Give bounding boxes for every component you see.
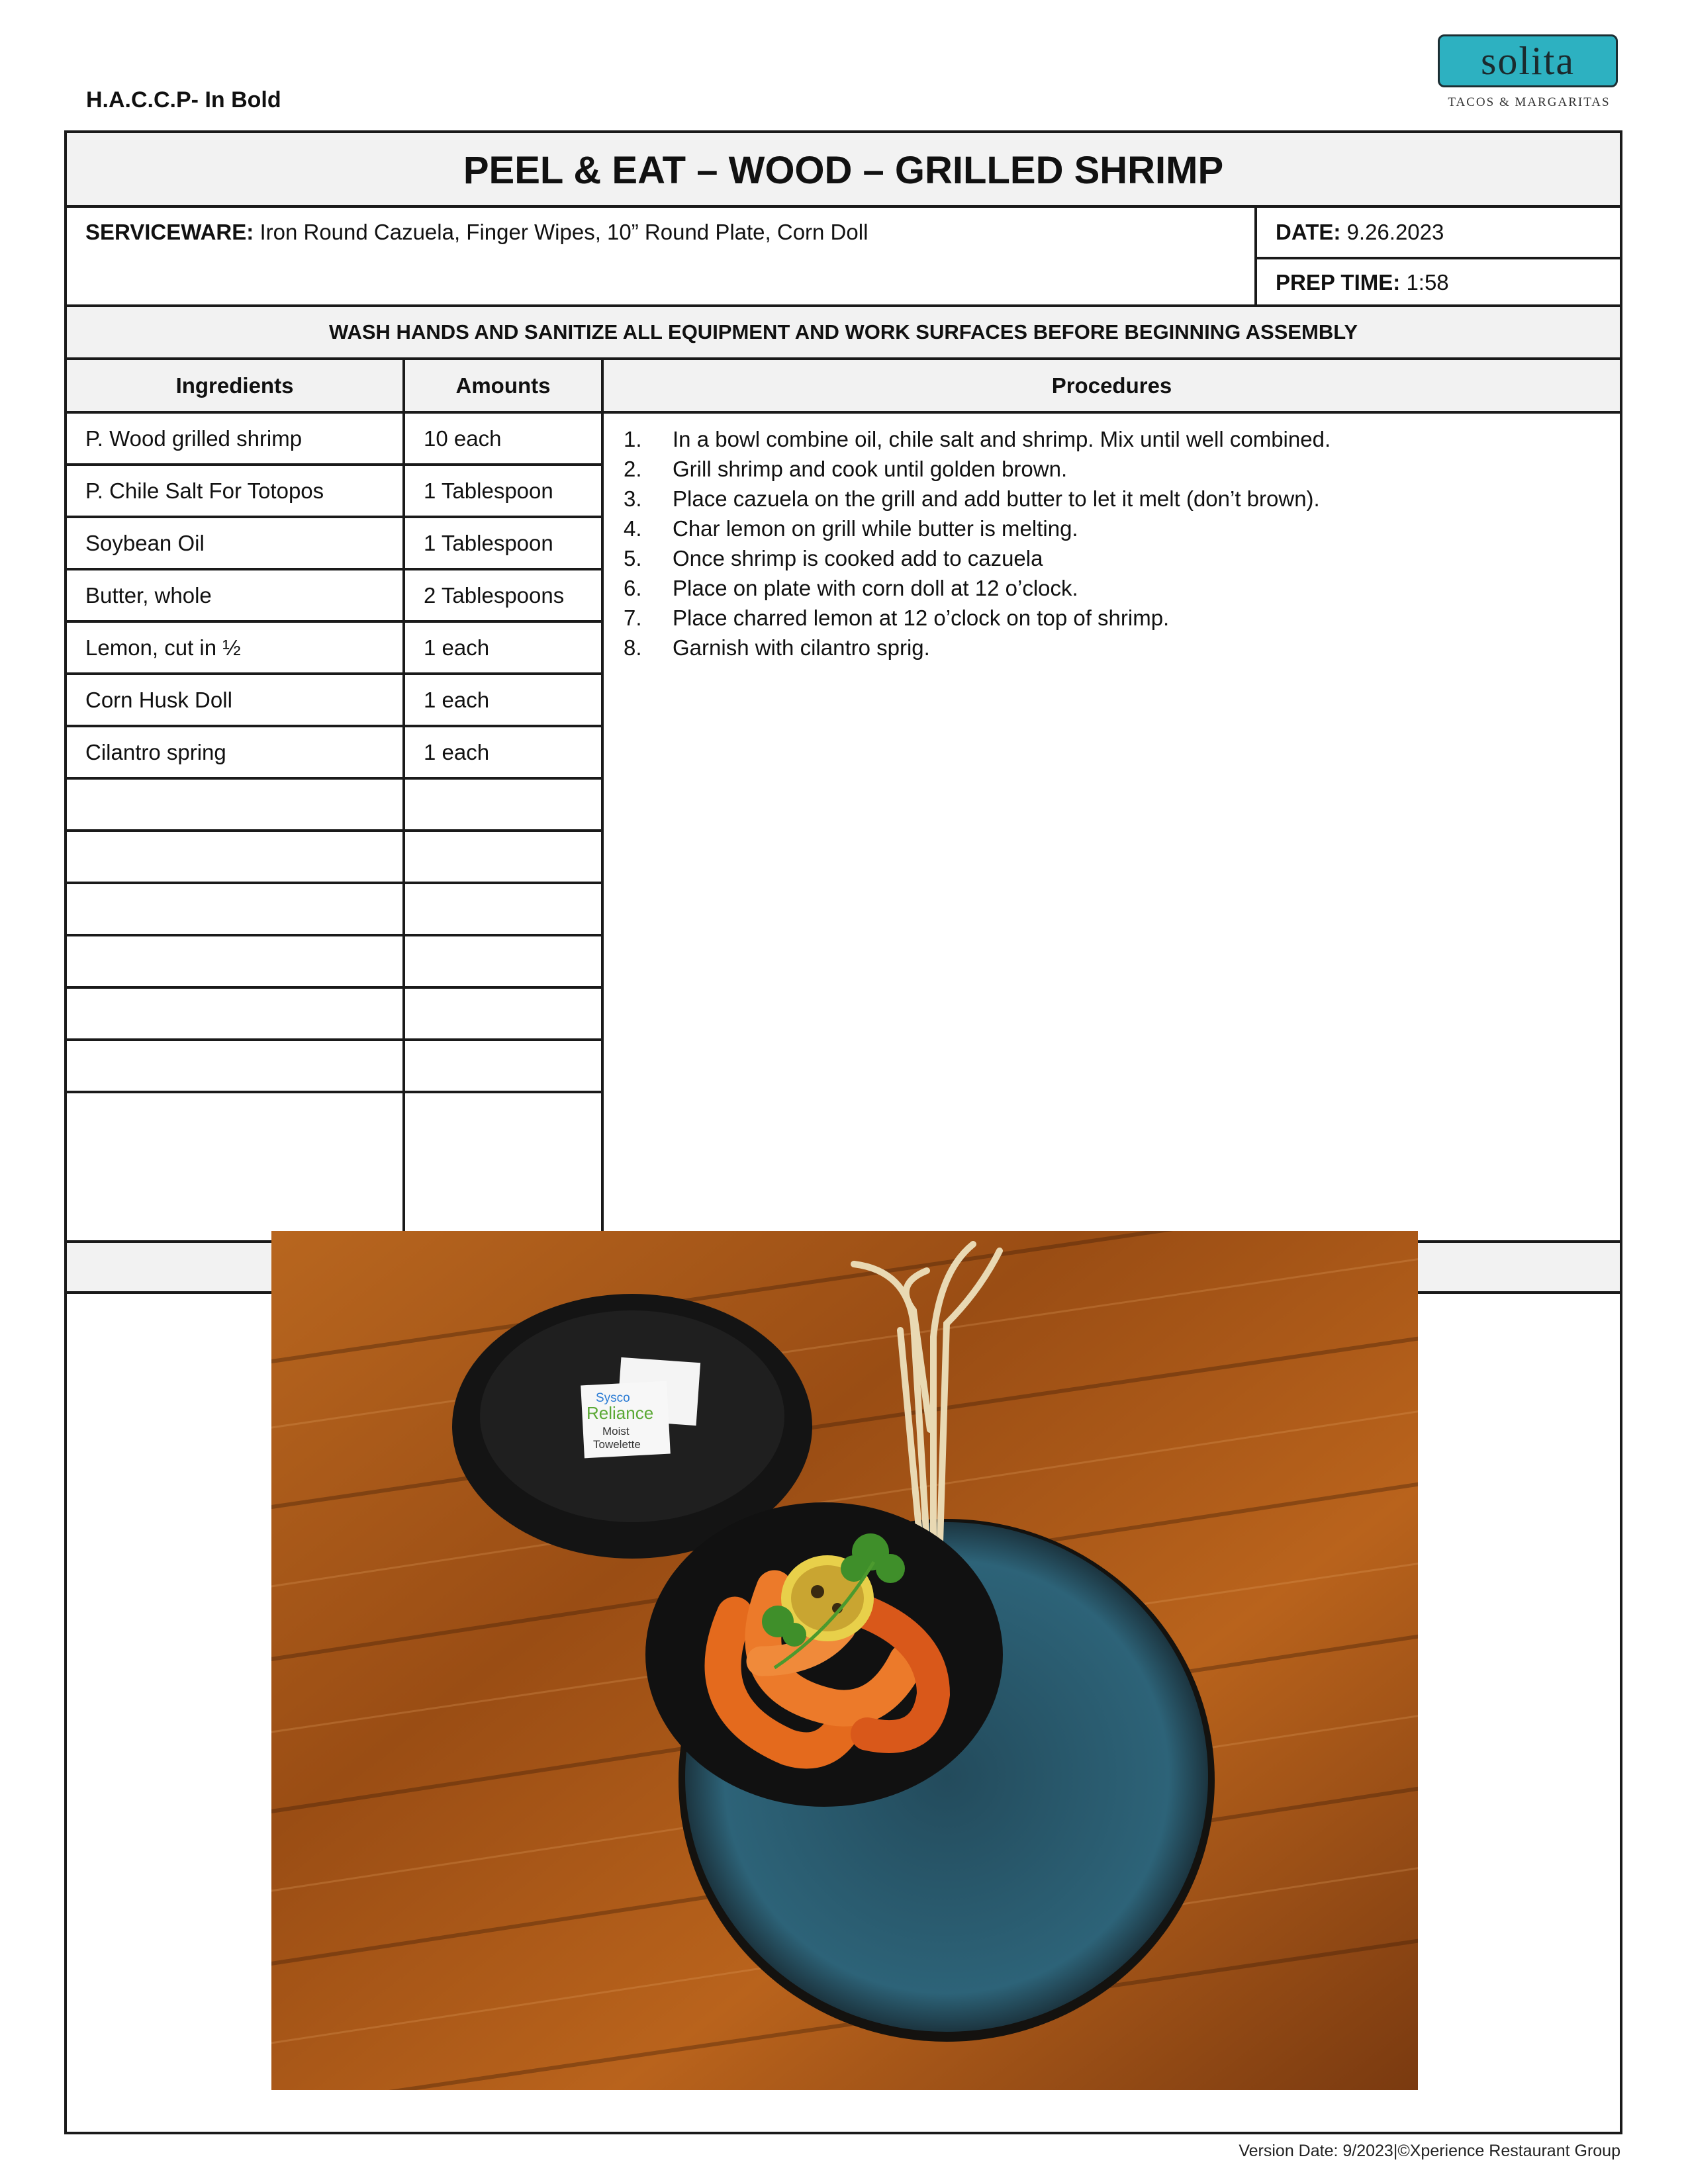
logo-wordmark: solita bbox=[1481, 39, 1575, 83]
procedure-step: 5. Once shrimp is cooked add to cazuela bbox=[624, 546, 1043, 570]
procedure-step: 4. Char lemon on grill while butter is melting. bbox=[624, 516, 1078, 541]
procedure-step: 6. Place on plate with corn doll at 12 o’clock. bbox=[624, 576, 1078, 600]
procedure-step: 2. Grill shrimp and cook until golden brown. bbox=[624, 457, 1068, 481]
serviceware-field bbox=[67, 208, 1254, 304]
ingredient-amount-cell bbox=[405, 936, 601, 986]
brand-logo bbox=[1436, 32, 1622, 114]
prep-time-label: PREP TIME: bbox=[1276, 270, 1401, 295]
ingredient-name-cell: Cilantro spring bbox=[85, 739, 226, 764]
ingredient-amount-cell: 1 Tablespoon bbox=[424, 530, 553, 555]
ingredient-name-cell bbox=[67, 1041, 402, 1091]
ingredient-amount-cell bbox=[405, 832, 601, 882]
ingredient-name-cell: P. Wood grilled shrimp bbox=[85, 426, 303, 451]
recipe-title: PEEL & EAT – WOOD – GRILLED SHRIMP bbox=[67, 133, 1620, 208]
ingredient-amount-cell bbox=[405, 1093, 601, 1143]
date-label: DATE: bbox=[1276, 220, 1341, 244]
ingredient-name-cell bbox=[67, 936, 402, 986]
prep-time-value: 1:58 bbox=[1406, 270, 1449, 295]
wash-hands-notice: WASH HANDS AND SANITIZE ALL EQUIPMENT AND WORK SURFACES BEFORE BEGINNING ASSEMBLY bbox=[67, 307, 1620, 357]
svg-text:Reliance: Reliance bbox=[586, 1403, 654, 1423]
ingredient-name-cell: Soybean Oil bbox=[85, 530, 205, 555]
ingredient-amount-cell: 10 each bbox=[424, 426, 502, 451]
dish-photo bbox=[271, 1231, 1418, 2090]
ingredient-name-cell bbox=[67, 780, 402, 829]
version-footer: Version Date: 9/2023|©Xperience Restaurant Group bbox=[1239, 2142, 1620, 2160]
ingredient-amount-cell: 1 Tablespoon bbox=[424, 478, 553, 503]
procedures-list bbox=[604, 414, 1620, 1240]
prep-time-field bbox=[1257, 259, 1620, 304]
haccp-note: H.A.C.C.P- In Bold bbox=[86, 87, 281, 113]
procedure-step: 7. Place charred lemon at 12 o’clock on top of shrimp. bbox=[624, 606, 1170, 630]
procedure-step: 3. Place cazuela on the grill and add butter to let it melt (don’t brown). bbox=[624, 486, 1320, 511]
ingredient-name-cell: Corn Husk Doll bbox=[85, 687, 232, 712]
serviceware-value: Iron Round Cazuela, Finger Wipes, 10” Round Plate, Corn Doll bbox=[259, 220, 868, 244]
ingredient-name-cell: Lemon, cut in ½ bbox=[85, 635, 241, 660]
ingredient-name-cell bbox=[67, 884, 402, 934]
date-field bbox=[1257, 208, 1620, 257]
ingredient-amount-cell bbox=[405, 1041, 601, 1091]
svg-text:Sysco: Sysco bbox=[596, 1391, 630, 1405]
logo-badge bbox=[1438, 34, 1618, 87]
ingredient-amount-cell bbox=[405, 884, 601, 934]
ingredient-name-cell bbox=[67, 832, 402, 882]
ingredient-name-cell bbox=[67, 989, 402, 1038]
amounts-header: Amounts bbox=[405, 360, 601, 411]
procedure-step: 8. Garnish with cilantro sprig. bbox=[624, 635, 930, 660]
procedures-header: Procedures bbox=[604, 360, 1620, 411]
ingredient-amount-cell: 1 each bbox=[424, 739, 490, 764]
serviceware-label: SERVICEWARE: bbox=[85, 220, 254, 244]
ingredient-name-cell bbox=[67, 1093, 402, 1143]
logo-tagline: TACOS & MARGARITAS bbox=[1448, 95, 1611, 109]
date-value: 9.26.2023 bbox=[1346, 220, 1444, 244]
ingredients-header: Ingredients bbox=[67, 360, 402, 411]
ingredient-amount-cell bbox=[405, 989, 601, 1038]
ingredient-amount-cell bbox=[405, 780, 601, 829]
ingredient-amount-cell: 1 each bbox=[424, 687, 490, 712]
ingredient-name-cell: P. Chile Salt For Totopos bbox=[85, 478, 324, 503]
svg-text:Moist: Moist bbox=[602, 1425, 630, 1437]
svg-text:Towelette: Towelette bbox=[593, 1438, 641, 1451]
procedure-step: 1. In a bowl combine oil, chile salt and shrimp. Mix until well combined. bbox=[624, 427, 1331, 451]
ingredient-amount-cell: 2 Tablespoons bbox=[424, 582, 565, 608]
ingredient-amount-cell: 1 each bbox=[424, 635, 490, 660]
ingredient-name-cell: Butter, whole bbox=[85, 582, 212, 608]
